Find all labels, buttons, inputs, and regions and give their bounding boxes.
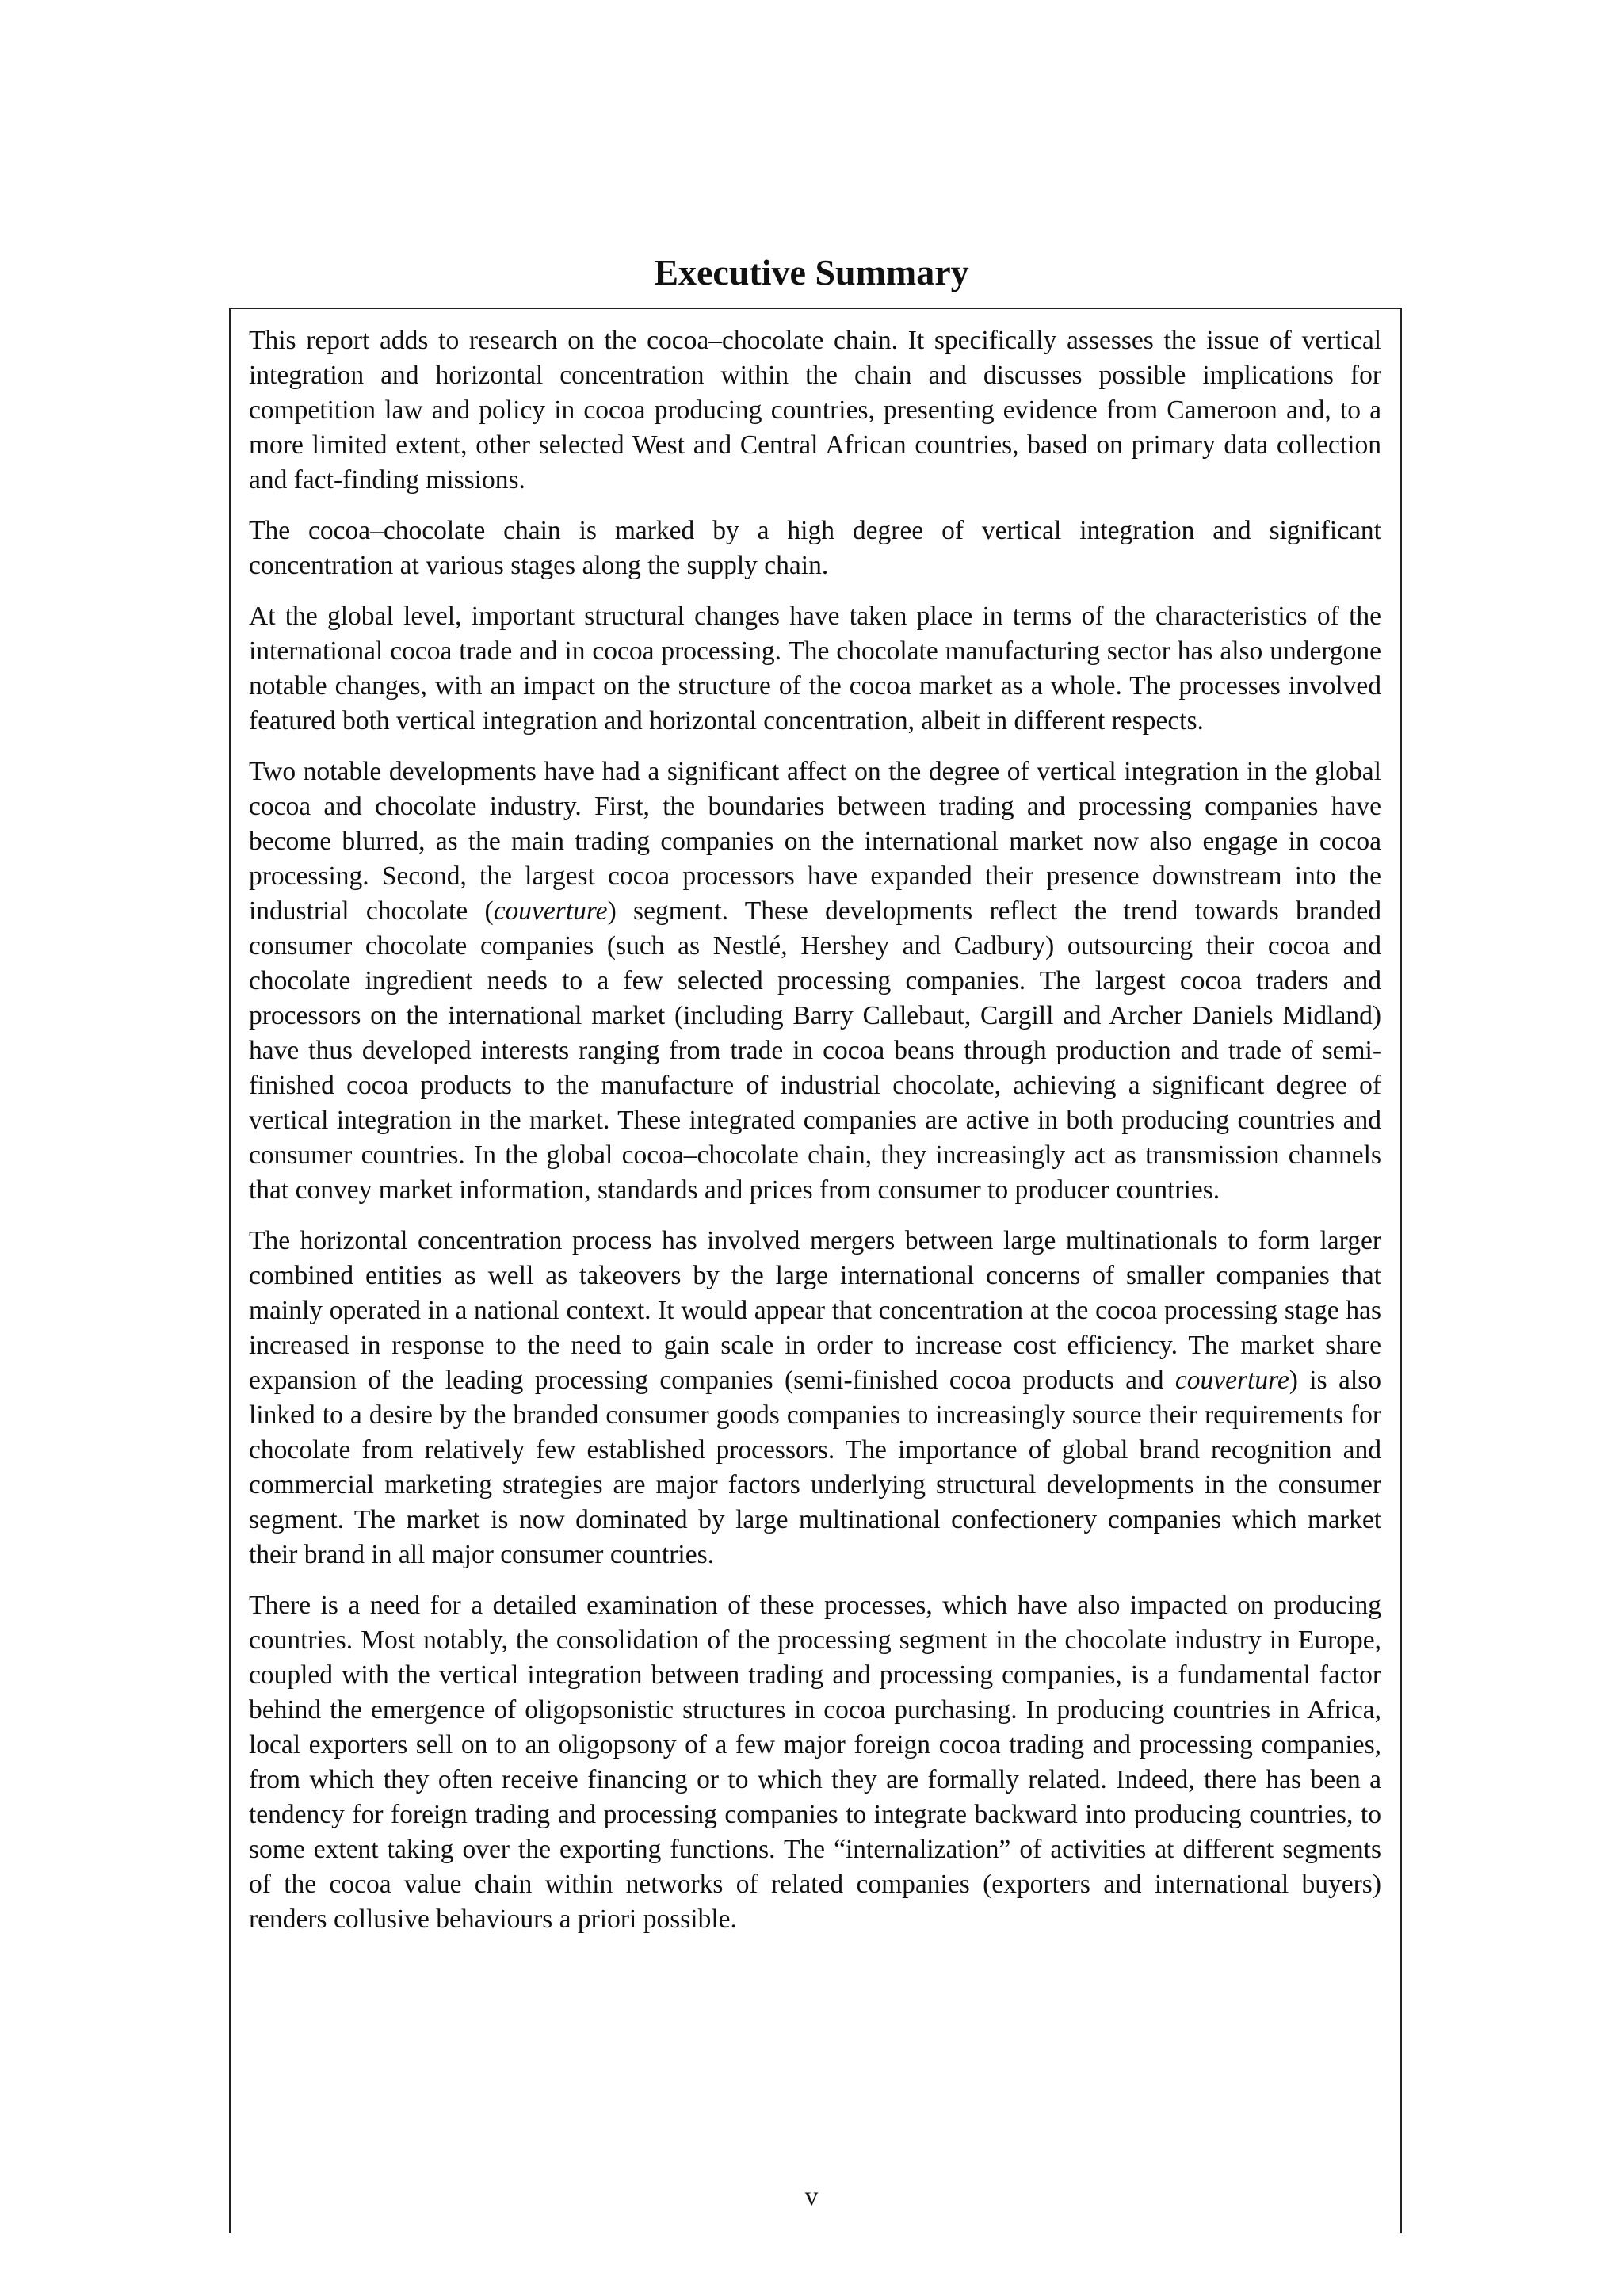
paragraph-4	[249, 755, 1381, 1208]
paragraph-2	[249, 514, 1381, 583]
page-title: Executive Summary	[654, 252, 969, 292]
paragraph-4-text-b: ) segment. These developments reflect the trend towards branded consumer chocolate companies (such as Nestlé, Hershey and Cadbury) outsourcing their cocoa and chocolate ingredient needs to a few selected processing companies. The largest cocoa traders and processors on the international market (including Barry Callebaut, Cargill and Archer Daniels Midland) have thus developed interests ranging from trade in cocoa beans through production and trade of semi-finished cocoa products to the manufacture of industrial chocolate, achieving a significant degree of vertical integration in the market. These integrated companies are active in both producing countries and consumer countries. In the global cocoa–chocolate chain, they increasingly act as transmission channels that convey market information, standards and prices from consumer to producer countries.	[249, 896, 1381, 1205]
paragraph-5-text-a: The horizontal concentration process has involved mergers between large multinationals to form larger combined entities as well as takeovers by the large international concerns of smaller companies that mainly operated in a national context. It would appear that concentration at the cocoa processing stage has increased in response to the need to gain scale in order to increase cost efficiency. The market share expansion of the leading processing companies (semi-finished cocoa products and	[249, 1226, 1381, 1395]
paragraph-5	[249, 1224, 1381, 1572]
paragraph-4-text-a: Two notable developments have had a significant affect on the degree of vertical integration in the global cocoa and chocolate industry. First, the boundaries between trading and processing companies have become blurred, as the main trading companies on the international market now also engage in cocoa processing. Second, the largest cocoa processors have expanded their presence downstream into the industrial chocolate (	[249, 757, 1381, 926]
paragraph-4-italic-term: couverture	[493, 896, 608, 926]
paragraph-5-text-b: ) is also linked to a desire by the branded consumer goods companies to increasingly source their requirements for chocolate from relatively few established processors. The importance of global brand recognition and commercial marketing strategies are major factors underlying structural developments in the consumer segment. The market is now dominated by large multinational confectionery companies which market their brand in all major consumer countries.	[249, 1366, 1381, 1569]
paragraph-1-text: This report adds to research on the cocoa–chocolate chain. It specifically assesses the issue of vertical integration and horizontal concentration within the chain and discusses possible implications for competition law and policy in cocoa producing countries, presenting evidence from Cameroon and, to a more limited extent, other selected West and Central African countries, based on primary data collection and fact-finding missions.	[249, 326, 1381, 495]
paragraph-2-text: The cocoa–chocolate chain is marked by a high degree of vertical integration and significant concentration at various stages along the supply chain.	[249, 516, 1381, 580]
paragraph-6	[249, 1588, 1381, 1937]
paragraph-5-italic-term: couverture	[1174, 1366, 1289, 1395]
paragraph-1	[249, 323, 1381, 498]
paragraph-3-text: At the global level, important structural changes have taken place in terms of the characteristics of the international cocoa trade and in cocoa processing. The chocolate manufacturing sector has also undergone notable changes, with an impact on the structure of the cocoa market as a whole. The processes involved featured both vertical integration and horizontal concentration, albeit in different respects.	[249, 602, 1381, 735]
paragraph-3	[249, 599, 1381, 739]
executive-summary-box	[229, 308, 1402, 2233]
paragraph-6-text: There is a need for a detailed examination of these processes, which have also impacted on producing countries. Most notably, the consolidation of the processing segment in the chocolate industry in Europe, coupled with the vertical integration between trading and processing companies, is a fundamental factor behind the emergence of oligopsonistic structures in cocoa purchasing. In producing countries in Africa, local exporters sell on to an oligopsony of a few major foreign cocoa trading and processing companies, from which they often receive financing or to which they are formally related. Indeed, there has been a tendency for foreign trading and processing companies to integrate backward into producing countries, to some extent taking over the exporting functions. The “internalization” of activities at different segments of the cocoa value chain within networks of related companies (exporters and international buyers) renders collusive behaviours a priori possible.	[249, 1591, 1381, 1934]
page-number: v	[804, 2182, 819, 2211]
